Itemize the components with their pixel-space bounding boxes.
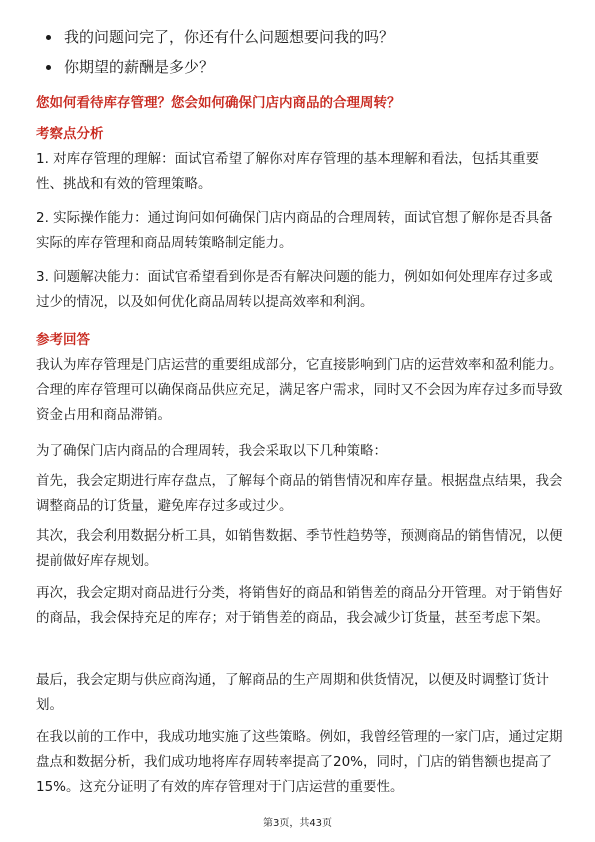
analysis-item: 2. 实际操作能力：通过询问如何确保门店内商品的合理周转，面试官想了解你是否具备实际的库存管理和商品周转策略制定能力。 (36, 210, 553, 251)
question-bullet-list (42, 27, 562, 87)
analysis-section-title: 考察点分析 (36, 126, 104, 142)
answer-section-title: 参考回答 (36, 332, 90, 348)
answer-paragraph: 我认为库存管理是门店运营的重要组成部分，它直接影响到门店的运营效率和盈利能力。合理的库存管理可以确保商品供应充足，满足客户需求，同时又不会因为库存过多而导致资金占用和商品滞销。 (36, 357, 563, 423)
analysis-item: 1. 对库存管理的理解：面试官希望了解你对库存管理的基本理解和看法，包括其重要性、挑战和有效的管理策略。 (36, 151, 540, 192)
bullet-item: 你期望的薪酬是多少？ (42, 57, 562, 87)
page-number-footer: 第3页，共43页 (262, 818, 333, 829)
answer-paragraph: 在我以前的工作中，我成功地实施了这些策略。例如，我曾经管理的一家门店，通过定期盘点和数据分析，我们成功地将库存周转率提高了20%，同时，门店的销售额也提高了15%。这充分证明了有效的库存管理对于门店运营的重要性。 (36, 729, 563, 795)
answer-paragraph: 首先，我会定期进行库存盘点，了解每个商品的销售情况和库存量。根据盘点结果，我会调整商品的订货量，避免库存过多或过少。 (36, 473, 563, 514)
answer-paragraph: 再次，我会定期对商品进行分类，将销售好的商品和销售差的商品分开管理。对于销售好的商品，我会保持充足的库存；对于销售差的商品，我会减少订货量，甚至考虑下架。 (36, 585, 563, 626)
bullet-item: 我的问题问完了，你还有什么问题想要问我的吗？ (42, 27, 562, 57)
analysis-item: 3. 问题解决能力：面试官希望看到你是否有解决问题的能力，例如如何处理库存过多或过少的情况，以及如何优化商品周转以提高效率和利润。 (36, 269, 553, 310)
answer-paragraph: 为了确保门店内商品的合理周转，我会采取以下几种策略： (36, 443, 387, 459)
answer-paragraph: 最后，我会定期与供应商沟通，了解商品的生产周期和供货情况，以便及时调整订货计划。 (36, 672, 549, 713)
answer-paragraph: 其次，我会利用数据分析工具，如销售数据、季节性趋势等，预测商品的销售情况，以便提前做好库存规划。 (36, 528, 563, 569)
interview-question-heading: 您如何看待库存管理？您会如何确保门店内商品的合理周转？ (36, 95, 401, 111)
